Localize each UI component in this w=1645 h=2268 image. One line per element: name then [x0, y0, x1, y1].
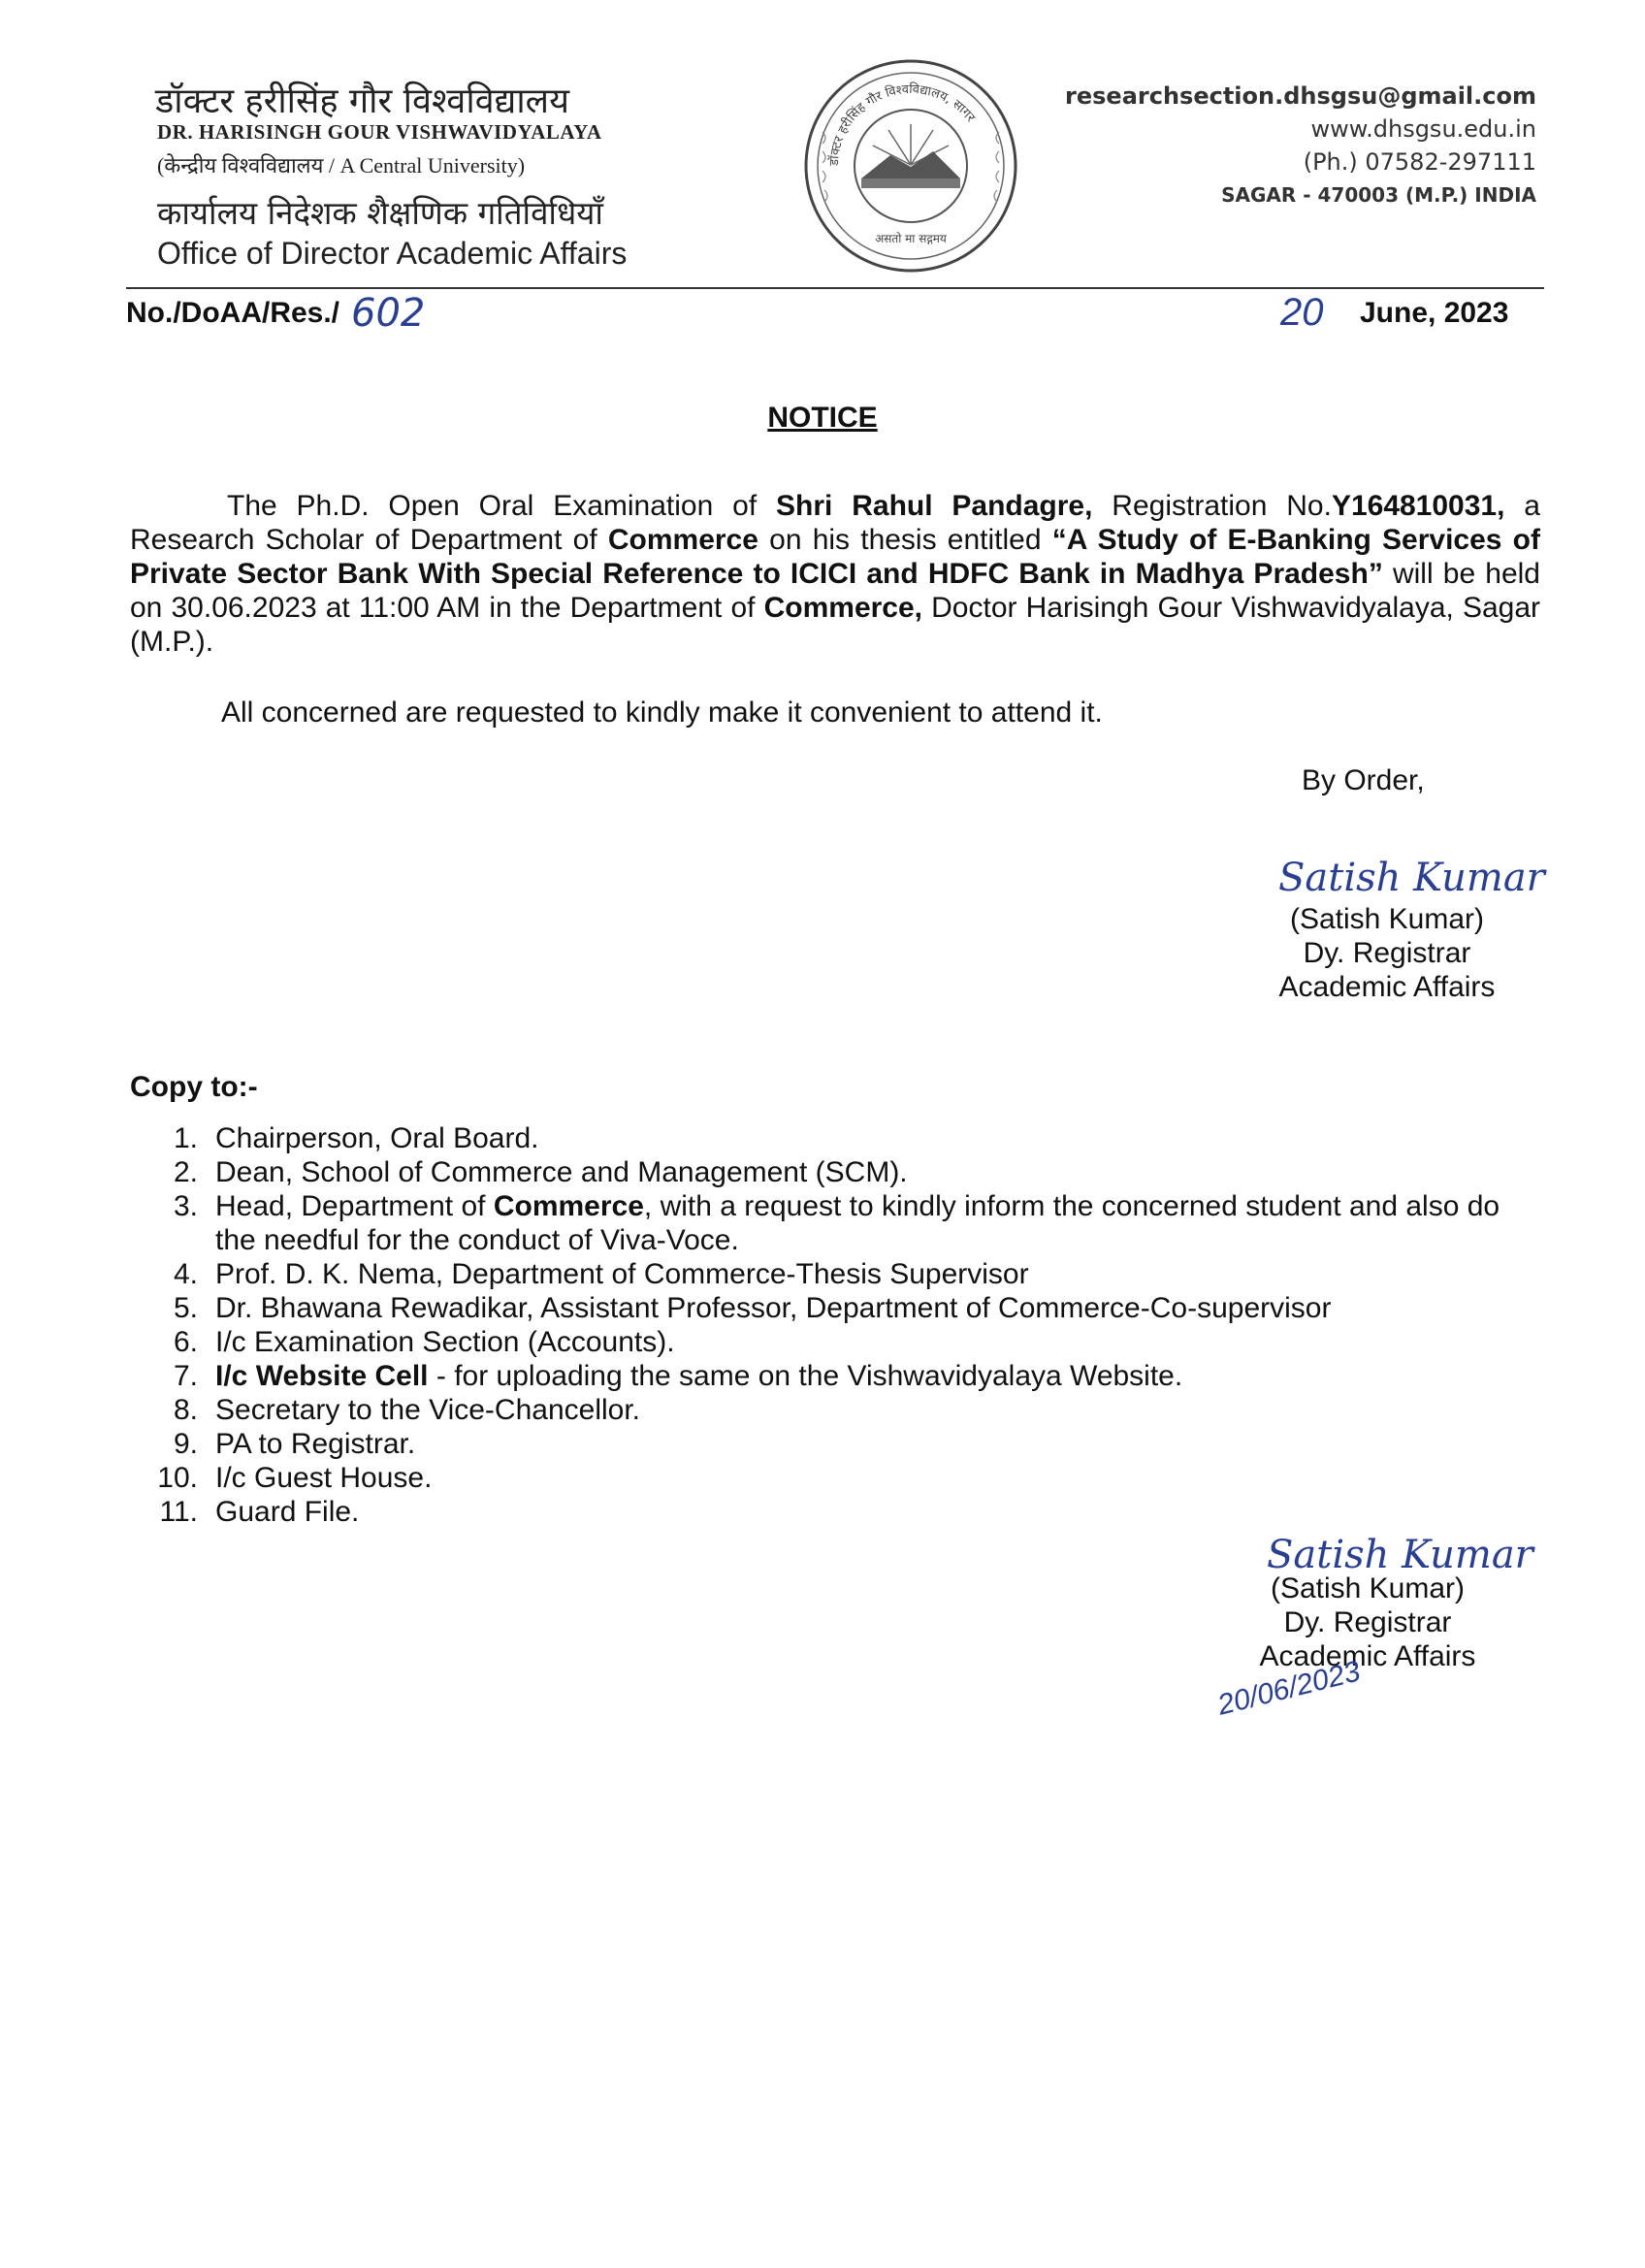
reference-number-handwritten: 602 [351, 291, 426, 336]
signatory-name: (Satish Kumar) [1270, 1572, 1466, 1604]
list-item: 10. I/c Guest House. [157, 1462, 433, 1494]
by-order: By Order, [1302, 764, 1425, 796]
notice-date: June, 2023 [1360, 297, 1509, 329]
contact-block [1065, 80, 1536, 211]
contact-address: SAGAR - 470003 (M.P.) INDIA [1221, 183, 1536, 207]
list-item: 1. Chairperson, Oral Board. [173, 1122, 539, 1154]
contact-phone: (Ph.) 07582-297111 [1303, 148, 1536, 176]
list-item: 3. Head, Department of Commerce, with a request to kindly inform the concerned student and also do the needful for the conduct of Viva-Voce. [173, 1190, 1500, 1256]
handwritten-initials-date: 20/06/2023 [1214, 1655, 1364, 1722]
university-name-hindi: डॉक्टर हरीसिंह गौर विश्वविद्यालय [155, 81, 569, 121]
list-item: 9. PA to Registrar. [173, 1428, 416, 1460]
reference-number-label: No./DoAA/Res./ [126, 297, 340, 329]
signatory-department: Academic Affairs [1278, 971, 1496, 1003]
signatory-block-2 [1222, 1571, 1513, 1673]
list-item: 6. I/c Examination Section (Accounts). [173, 1326, 675, 1358]
signatory-block [1242, 902, 1532, 1004]
notice-request: All concerned are requested to kindly make it convenient to attend it. [221, 697, 1103, 729]
copy-to-heading: Copy to:- [130, 1071, 258, 1103]
signature-handwritten: Satish Kumar [1278, 856, 1545, 900]
signatory-designation: Dy. Registrar [1283, 1606, 1452, 1638]
contact-email: researchsection.dhsgsu@gmail.com [1065, 82, 1536, 110]
copy-to-list [155, 1121, 1542, 1529]
notice-body: The Ph.D. Open Oral Examination of Shri Rahul Pandagre, Registration No.Y164810031, a Research Scholar of Department of Commerce on his thesis entitled “A Study of E-Banking Services of Private Sector Bank With Special Reference to ICICI and HDFC Bank in Madhya Pradesh” will be held on 30.06.2023 at 11:00 AM in the Department of Commerce, Doctor Harisingh Gour Vishwavidyalaya, Sagar (M.P.). [130, 490, 1541, 658]
central-university-label: (केन्द्रीय विश्वविद्यालय / A Central University) [157, 153, 526, 178]
notice-title: NOTICE [767, 402, 878, 434]
list-item: 5. Dr. Bhawana Rewadikar, Assistant Professor, Department of Commerce-Co-supervisor [173, 1292, 1332, 1324]
signature-handwritten-2: Satish Kumar [1267, 1533, 1533, 1577]
office-name-english: Office of Director Academic Affairs [157, 236, 628, 271]
svg-text:असतो मा सद्गमय: असतो मा सद्गमय [875, 232, 947, 245]
contact-website: www.dhsgsu.edu.in [1310, 115, 1536, 143]
office-name-hindi: कार्यालय निदेशक शैक्षणिक गतिविधियाँ [157, 194, 603, 232]
signatory-department: Academic Affairs [1259, 1640, 1476, 1672]
university-name-english: DR. HARISINGH GOUR VISHWAVIDYALAYA [157, 120, 602, 144]
date-day-handwritten: 20 [1280, 291, 1324, 334]
signatory-designation: Dy. Registrar [1303, 937, 1471, 969]
list-item: 11. Guard File. [159, 1496, 360, 1528]
list-item: 8. Secretary to the Vice-Chancellor. [173, 1394, 641, 1426]
list-item: 4. Prof. D. K. Nema, Department of Commerce-Thesis Supervisor [173, 1258, 1029, 1290]
signatory-name: (Satish Kumar) [1289, 903, 1485, 935]
svg-text:डॉक्टर हरीसिंह गौर विश्वविद्या: डॉक्टर हरीसिंह गौर विश्वविद्यालय, सागर [826, 81, 978, 167]
list-item: 7. I/c Website Cell - for uploading the same on the Vishwavidyalaya Website. [173, 1360, 1183, 1392]
list-item: 2. Dean, School of Commerce and Management (SCM). [173, 1156, 908, 1188]
university-seal-logo [801, 56, 1020, 275]
header-divider [126, 287, 1544, 289]
